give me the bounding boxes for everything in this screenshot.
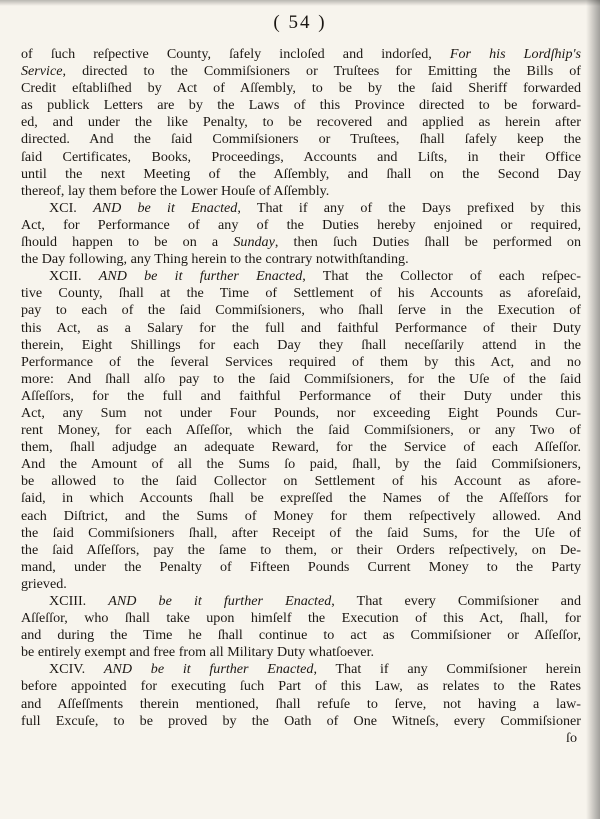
text-line [21,149,581,166]
text-segment: this Act, as a Salary for the full and faithful Performance of their Duty [21,319,581,336]
text-line [21,354,581,371]
text-segment: mand, under the Penalty of Fifteen Pounds Current Money to the Party [21,558,581,575]
text-segment: ed, and under the like Penalty, to be recovered and applied as herein after [21,114,581,131]
text-line [21,730,581,747]
text-segment: Aſſeſſors, for the full and faithful Performance of their Duty under this [21,387,581,404]
text-segment: as publick Letters are by the Laws of this Province directed to be forward- [21,97,581,114]
text-line [21,713,581,730]
italic-text-segment: Service [21,63,63,80]
text-line [21,661,581,678]
text-segment: Act, any Sum not under Four Pounds, nor exceeding Eight Pounds Cur- [21,404,581,421]
text-line [21,559,581,576]
italic-text-segment: AND be it Enacted [93,199,238,216]
text-line [21,63,581,80]
text-segment: the ſaid Commiſsioners ſhall, after Receipt of the ſaid Sums, for the Uſe of [21,524,581,541]
text-segment: grieved. [21,575,67,592]
text-segment: directed. And the ſaid Commiſsioners or Truſtees, ſhall ſafely keep the [21,131,581,148]
text-segment: , then ſuch Duties ſhall be performed on [274,234,581,251]
text-line [21,388,581,405]
text-line [21,542,581,559]
text-line [21,508,581,525]
text-segment: XCI. [49,199,94,216]
text-line [21,371,581,388]
text-line [21,473,581,490]
text-line [21,627,581,644]
text-line [21,302,581,319]
text-segment: XCIII. [49,593,109,609]
text-line [21,234,581,251]
text-segment: Aſſeſſor, who ſhall take upon himſelf the Execution of this Act, ſhall, for [21,610,581,627]
text-segment: therein, Eight Shillings for each Day they ſhall neceſſarily attend in the [21,336,581,353]
text-line [21,200,581,217]
text-segment: and Aſſeſſments therein mentioned, ſhall refuſe to ſerve, not having a law- [21,695,581,712]
text-segment: And the Amount of all the Sums ſo paid, ſhall, by the ſaid Commiſsioners, [21,456,581,473]
text-segment: until the next Meeting of the Aſſembly, and ſhall on the Second Day [21,165,581,182]
text-segment: of ſuch reſpective County, ſafely incloſed and indorſed, [21,46,450,62]
text-line [21,268,581,285]
text-segment: the Day following, any Thing herein to the contrary notwithſtanding. [21,251,409,268]
text-line [21,46,581,63]
text-segment: , That if any Commiſsioner herein [313,661,581,678]
text-line [21,217,581,234]
text-segment: pay to each of the ſaid Commiſsioners, who ſhall ſerve in the Execution of [21,302,581,319]
text-segment: Credit eſtabliſhed by Act of Aſſembly, to be by the ſaid Sheriff forwarded [21,80,581,97]
text-line [21,114,581,131]
text-line [21,320,581,337]
text-line [21,610,581,627]
text-segment: , That the Collector of each reſpec- [302,268,581,285]
page-number: ( 54 ) [273,12,327,33]
text-line [21,593,581,610]
text-line [21,696,581,713]
text-line [21,251,581,268]
text-line [21,490,581,507]
text-segment: more: And ſhall alſo pay to the ſaid Commiſsioners, for the Uſe of the ſaid [21,370,581,387]
text-line [21,80,581,97]
text-line [21,525,581,542]
text-segment: before appointed for executing ſuch Part of this Law, as relates to the Rates [21,678,581,695]
text-segment: each Diſtrict, and the Sums of Money for them reſpectively allowed. And [21,507,581,524]
text-segment: Performance of the ſeveral Services required of them by this Act, and no [21,353,581,370]
text-segment: thereof, lay them before the Lower Houſe of Aſſembly. [21,182,330,199]
text-segment: Act, for Performance of any of the Duties hereby enjoined or required, [21,216,581,233]
text-line [21,131,581,148]
text-segment: XCIV. [49,661,104,678]
italic-text-segment: AND be it further Enacted [108,593,332,609]
text-segment: ſaid, in which Accounts ſhall be expreſſed the Names of the Aſſeſſors for [21,490,581,507]
binding-shadow [586,0,600,819]
text-line [21,183,581,200]
text-line [21,166,581,183]
text-line [21,456,581,473]
text-segment: , That every Commiſsioner and [331,593,581,609]
text-segment: the ſaid Aſſeſſors, pay the ſame to them, or their Orders reſpectively, on De- [21,541,581,558]
text-segment: XCII. [49,268,99,285]
italic-text-segment: AND be it further Enacted [98,268,303,285]
text-segment: be entirely exempt and free from all Military Duty whatſoever. [21,644,375,661]
text-segment: full Excuſe, to be proved by the Oath of One Witneſs, every Commiſsioner [21,712,581,729]
text-line [21,439,581,456]
body-text [21,46,581,747]
text-segment: ſaid Certificates, Books, Proceedings, Accounts and Liſts, in their Office [21,148,581,165]
text-line [21,422,581,439]
italic-text-segment: For his Lordſhip's [449,46,581,62]
text-segment: ſhould happen to be on a [21,234,234,251]
text-segment: ſo [566,729,577,746]
top-shadow [0,0,600,6]
text-line [21,337,581,354]
text-line [21,285,581,302]
italic-text-segment: AND be it further Enacted [103,661,314,678]
text-segment: rent Money, for each Aſſeſſor, which the ſaid Commiſsioners, or any Two of [21,422,581,439]
text-segment: them, ſhall adjudge an adequate Reward, for the Service of each Aſſeſſor. [21,439,581,456]
text-segment: , directed to the Commiſsioners or Truſtees for Emitting the Bills of [62,63,581,80]
text-segment: be allowed to the ſaid Collector on Settlement of his Account as afore- [21,473,581,490]
text-line [21,405,581,422]
text-segment: , That if any of the Days prefixed by this [237,199,581,216]
text-line [21,678,581,695]
text-segment: tive County, ſhall at the Time of Settlement of his Accounts as aforeſaid, [21,285,581,302]
text-line [21,576,581,593]
text-line [21,97,581,114]
text-segment: and during the Time he ſhall continue to act as Commiſsioner or Aſſeſſor, [21,627,581,644]
text-line [21,644,581,661]
italic-text-segment: Sunday [233,234,275,251]
